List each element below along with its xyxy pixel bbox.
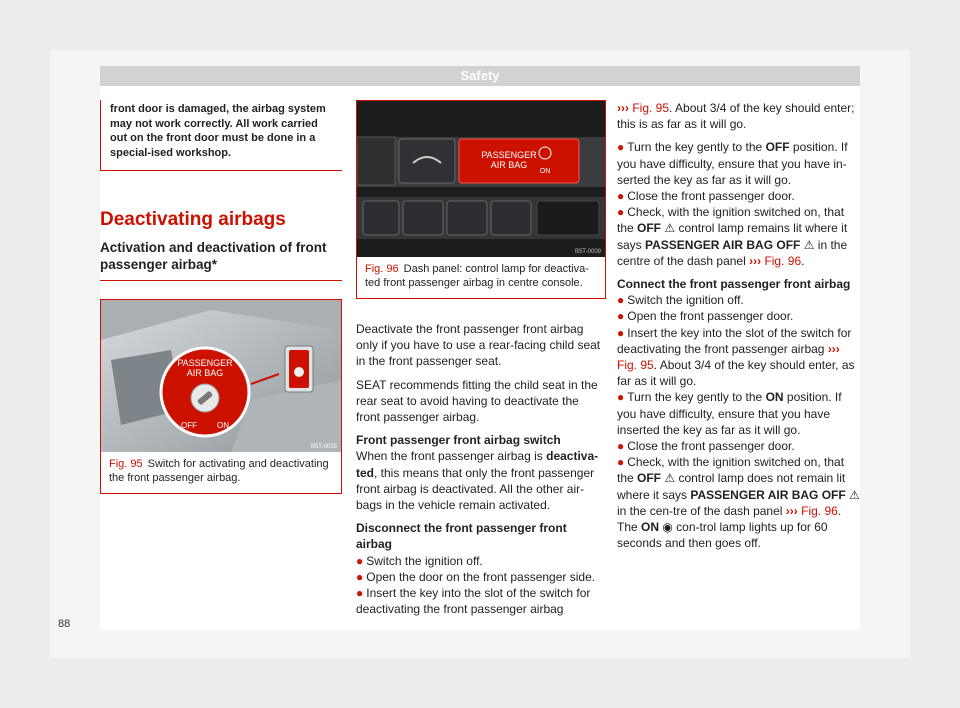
lamp-line1: PASSENGER [481, 150, 537, 160]
figure-96-photo [357, 101, 605, 257]
list-item: ● Turn the key gently to the ON position. If you have difficulty, ensure that you have inserted the key as far as it will go. [617, 390, 842, 437]
list-item: ● Open the front passenger door. [617, 309, 794, 324]
plate-off: OFF [181, 421, 197, 430]
page-number: 88 [58, 618, 71, 630]
lamp-line2: AIR BAG [490, 160, 528, 170]
heading-disconnect: Disconnect the front passenger front airbag [356, 521, 567, 552]
fig-96-link[interactable]: Fig. 96 [764, 253, 802, 268]
warning-box: front door is damaged, the airbag system may not work correctly. All work carried out on the front door must be done in a special-ised workshop. [100, 100, 342, 171]
list-item: ● Switch the ignition off. [356, 553, 483, 568]
figure-96-code: B5T-0009 [574, 249, 601, 255]
paragraph-2: SEAT recommends fitting the child seat in the rear seat to avoid having to deactivate the front passenger airbag. [356, 377, 598, 425]
list-item: ● Check, with the ignition switched on, that the OFF ⚠ control lamp remains lit where it says PASSENGER AIR BAG OFF ⚠ in the centre of the dash panel ››› Fig. 96. [617, 205, 848, 268]
figure-95-caption-text: Switch for activating and deactivating the front passenger airbag. [109, 458, 329, 484]
heading-switch: Front passenger front airbag switch [356, 433, 561, 448]
list-item: ● Check, with the ignition switched on, that the OFF ⚠ control lamp does not remain lit where it says PASSENGER AIR BAG OFF ⚠ in the cen-tre of the dash panel ››› Fig. 96. The ON ◉ con-trol lamp lights up for 60 seconds and then goes off. [617, 455, 860, 551]
figure-95-photo [101, 300, 341, 452]
plate-on: ON [217, 421, 229, 430]
list-item: ● Switch the ignition off. [617, 293, 744, 308]
dash-illustration [357, 101, 605, 257]
list-item: ● Open the door on the front passenger side. [356, 569, 596, 584]
figure-96 [356, 100, 606, 299]
airbag-icon: ⚠ [664, 471, 676, 486]
figure-96-caption-text: Dash panel: control lamp for deactiva-ted front passenger airbag in centre console. [365, 263, 589, 289]
figure-96-caption [357, 257, 605, 298]
switch-illustration [101, 300, 341, 452]
plate-line2: AIR BAG [186, 368, 224, 378]
column-2-text [356, 321, 606, 617]
paragraph-3: When the front passenger airbag is deactiva-ted, this means that only the front passenger front airbag is deactivated. All the other air-bags in the vehicle remain activated. [356, 449, 599, 513]
column-2 [356, 100, 606, 617]
column-1 [100, 100, 342, 494]
figure-95-caption [101, 452, 341, 493]
section-header: Safety [100, 66, 860, 86]
list-item: ● Insert the key into the slot of the switch for deactivating the front passenger airbag [356, 586, 591, 617]
figure-95-label: Fig. 95 [109, 458, 143, 470]
list-item: ● Close the front passenger door. [617, 439, 795, 454]
fig-96-link[interactable]: Fig. 96 [801, 503, 838, 518]
figure-96-label: Fig. 96 [365, 263, 399, 275]
figure-95-code: B5T-0035 [310, 444, 337, 450]
fig-95-link[interactable]: Fig. 95 [632, 101, 670, 115]
plate-line1: PASSENGER [177, 358, 233, 368]
heading-connect: Connect the front passenger front airbag [617, 277, 851, 292]
column-3 [617, 100, 861, 551]
continued-text: ››› Fig. 95. About 3/4 of the key should enter; this is as far as it will go. [617, 101, 855, 132]
section-title: Deactivating airbags [100, 209, 286, 230]
airbag-icon: ⚠ [664, 221, 676, 236]
figure-95 [100, 299, 342, 494]
airbag-icon: ⚠ [803, 237, 815, 252]
airbag-on-icon: ◉ [662, 520, 673, 535]
subsection-title: Activation and deactivation of front passenger airbag* [100, 239, 342, 281]
fig-95-link[interactable]: Fig. 95 [617, 358, 654, 373]
lamp-on: ON [539, 168, 551, 175]
paragraph-1: Deactivate the front passenger front airbag only if you have to use a rear-facing child seat in the front passenger seat. [356, 322, 601, 369]
list-item: ● Close the front passenger door. [617, 189, 795, 204]
airbag-icon: ⚠ [849, 487, 860, 502]
list-item: ● Turn the key gently to the OFF position. If you have difficulty, ensure that you have in-serted the key as far as it will go. [617, 140, 848, 187]
list-item: ● Insert the key into the slot of the switch for deactivating the front passenger airbag ››› Fig. 95. About 3/4 of the key should enter, as far as it will go. [617, 325, 855, 389]
